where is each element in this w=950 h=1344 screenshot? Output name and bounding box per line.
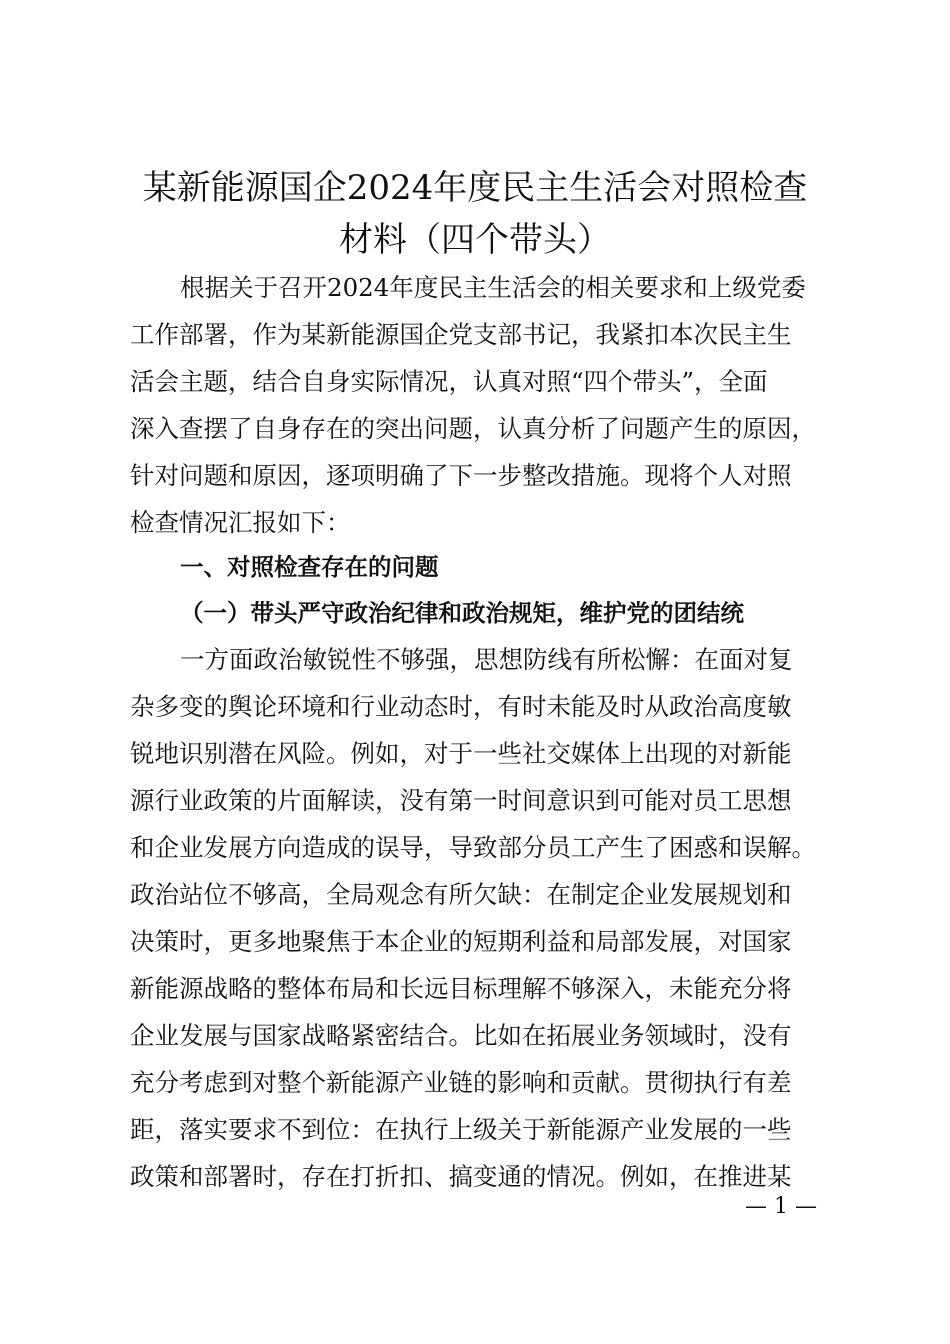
body-line: 政策和部署时，存在打折扣、搞变通的情况。例如，在推进某 <box>130 1162 792 1191</box>
page-number: — 1 — <box>745 1194 817 1219</box>
body-line: 距，落实要求不到位：在执行上级关于新能源产业发展的一些 <box>130 1115 792 1144</box>
body-line: 根据关于召开2024年度民主生活会的相关要求和上级党委 <box>180 273 806 302</box>
body-line: 杂多变的舆论环境和行业动态时，有时未能及时从政治高度敏 <box>130 692 792 721</box>
body-line: 活会主题，结合自身实际情况，认真对照“四个带头”，全面 <box>130 367 768 396</box>
body-line: 源行业政策的片面解读，没有第一时间意识到可能对员工思想 <box>130 786 792 815</box>
body-line: 针对问题和原因，逐项明确了下一步整改措施。现将个人对照 <box>130 461 792 490</box>
body-line: 工作部署，作为某新能源国企党支部书记，我紧扣本次民主生 <box>130 320 792 349</box>
section-heading: 一、对照检查存在的问题 <box>180 553 439 581</box>
subsection-heading: （一）带头严守政治纪律和政治规矩，维护党的团结统 <box>180 599 744 627</box>
body-line: 一方面政治敏锐性不够强，思想防线有所松懈：在面对复 <box>180 645 793 674</box>
body-line: 企业发展与国家战略紧密结合。比如在拓展业务领域时，没有 <box>130 1021 792 1050</box>
document-title-line-2: 材料（四个带头） <box>339 220 611 260</box>
body-line: 充分考虑到对整个新能源产业链的影响和贡献。贯彻执行有差 <box>130 1068 792 1097</box>
body-line: 锐地识别潜在风险。例如，对于一些社交媒体上出现的对新能 <box>130 739 792 768</box>
body-line: 决策时，更多地聚焦于本企业的短期利益和局部发展，对国家 <box>130 927 792 956</box>
document-title-line-1: 某新能源国企2024年度民主生活会对照检查 <box>142 168 808 208</box>
body-line: 检查情况汇报如下： <box>130 508 351 537</box>
body-line: 新能源战略的整体布局和长远目标理解不够深入，未能充分将 <box>130 974 792 1003</box>
body-line: 和企业发展方向造成的误导，导致部分员工产生了困惑和误解。 <box>130 833 816 862</box>
body-line: 政治站位不够高，全局观念有所欠缺：在制定企业发展规划和 <box>130 880 792 909</box>
body-line: 深入查摆了自身存在的突出问题，认真分析了问题产生的原因， <box>130 414 816 443</box>
